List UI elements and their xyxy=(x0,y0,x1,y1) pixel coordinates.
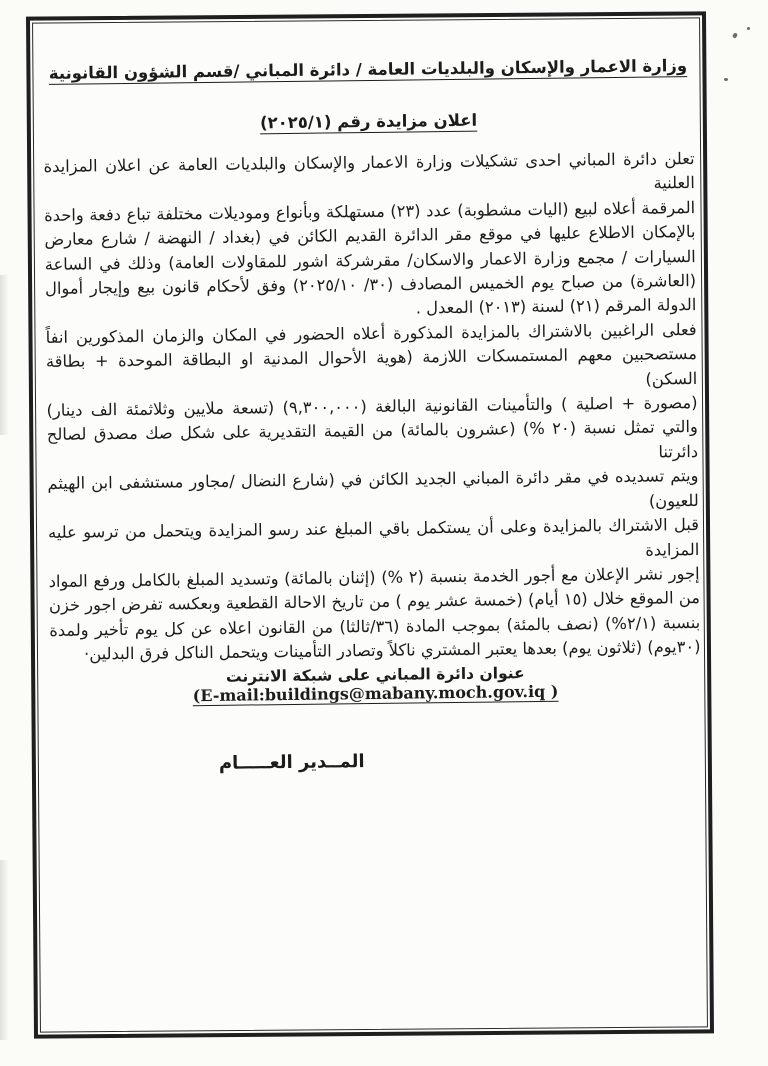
body-line: المرقمة أعلاه لبيع (اليات مشطوبة) عدد (٢٣) مستهلكة وبأنواع وموديلات مختلفة تباع دفعة واحدة xyxy=(44,197,696,225)
body-line: بالإمكان الاطلاع عليها في موقع مقر الدائرة القديم الكائن في (بغداد / النهضة / شارع معارض xyxy=(44,222,696,250)
general-manager-signature: المــدير العـــــام xyxy=(218,750,365,774)
scan-speck xyxy=(732,32,738,38)
body-line: الدولة المرقم (٢١) لسنة (٢٠١٣) المعدل . xyxy=(415,295,697,318)
email-address: (E-mail:buildings@mabany.moch.gov.iq ) xyxy=(192,681,559,705)
body-line: (مصورة + اصلية ) والتأمينات القانونية البالغة (٩,٣٠٠,٠٠٠) (تسعة ملايين وثلاثمئة الف دينار) xyxy=(46,393,698,421)
body-line: فعلى الراغبين بالاشتراك بالمزايدة المذكورة أعلاه الحضور في المكان والزمان المذكورين انفاً xyxy=(45,319,697,347)
website-address-label: عنوان دائرة المباني على شبكة الانترنت xyxy=(225,663,525,686)
page-border-frame xyxy=(26,11,714,1038)
auction-title: اعلان مزايدة رقم (٢٠٢٥/١) xyxy=(259,110,478,133)
body-line: (٣٠يوم) (ثلاثون يوم) بعدها يعتبر المشتري ناكلاً وتصادر التأمينات ويتحمل الناكل فرق البدلين· xyxy=(83,637,701,664)
body-line: السيارات / مجمع وزارة الاعمار والاسكان/ مقرشركة اشور للمقاولات العامة) وذلك في الساعة xyxy=(44,246,696,274)
website-address-line xyxy=(50,662,701,707)
body-line: (العاشرة) من صباح يوم الخميس المصادف (٣٠/ ٢٠٢٥/١٠) وفق لأحكام قانون بيع وإيجار أموال xyxy=(44,271,697,298)
body-line: والتي تمثل نسبة (٢٠ %) (عشرون بالمائة) من القيمة التقديرية على شكل صك مصدق لصالح دائرتنا xyxy=(46,417,699,462)
ministry-header: وزارة الاعمار والإسكان والبلديات العامة / دائرة المباني /قسم الشؤون القانونية xyxy=(48,56,688,83)
announcement-body xyxy=(43,147,700,667)
body-line: مستصحبين معهم المستمسكات اللازمة (هوية الأحوال المدنية او البطاقة الموحدة + بطاقة السكن) xyxy=(45,344,698,389)
scan-speck xyxy=(747,27,750,30)
document-content xyxy=(42,14,705,1036)
body-line: من الموقع خلال (١٥ أيام) (خمسة عشر يوم ) من تاريخ الاحالة القطعية وبعكسه تفرض اجور خزن xyxy=(48,588,701,616)
body-line: قبل الاشتراك بالمزايدة وعلى أن يستكمل باقي المبلغ عند رسو المزايدة ويتحمل من ترسو عليه المزايدة xyxy=(47,515,700,560)
body-line: بنسبة (٢/١%) (نصف بالمئة) بموجب المادة (٣٦/ثالثا) من القانون اعلاه عن كل يوم تأخير ولمدة xyxy=(49,612,701,640)
body-line: ويتم تسديده في مقر دائرة المباني الجديد الكائن في (شارع النضال /مجاور مستشفى ابن الهيثم للعيون) xyxy=(47,466,699,511)
scan-edge-shadow xyxy=(0,275,9,435)
scan-speck xyxy=(724,78,728,81)
body-line: تعلن دائرة المباني احدى تشكيلات وزارة الاعمار والإسكان والبلديات العامة عن اعلان المزايدة العلنية xyxy=(43,149,695,193)
scan-edge-shadow xyxy=(0,860,9,1040)
body-line: إجور نشر الإعلان مع أجور الخدمة بنسبة (٢ %) (إثنان بالمائة) وتسديد المبلغ بالكامل ورفع المواد xyxy=(48,563,700,591)
